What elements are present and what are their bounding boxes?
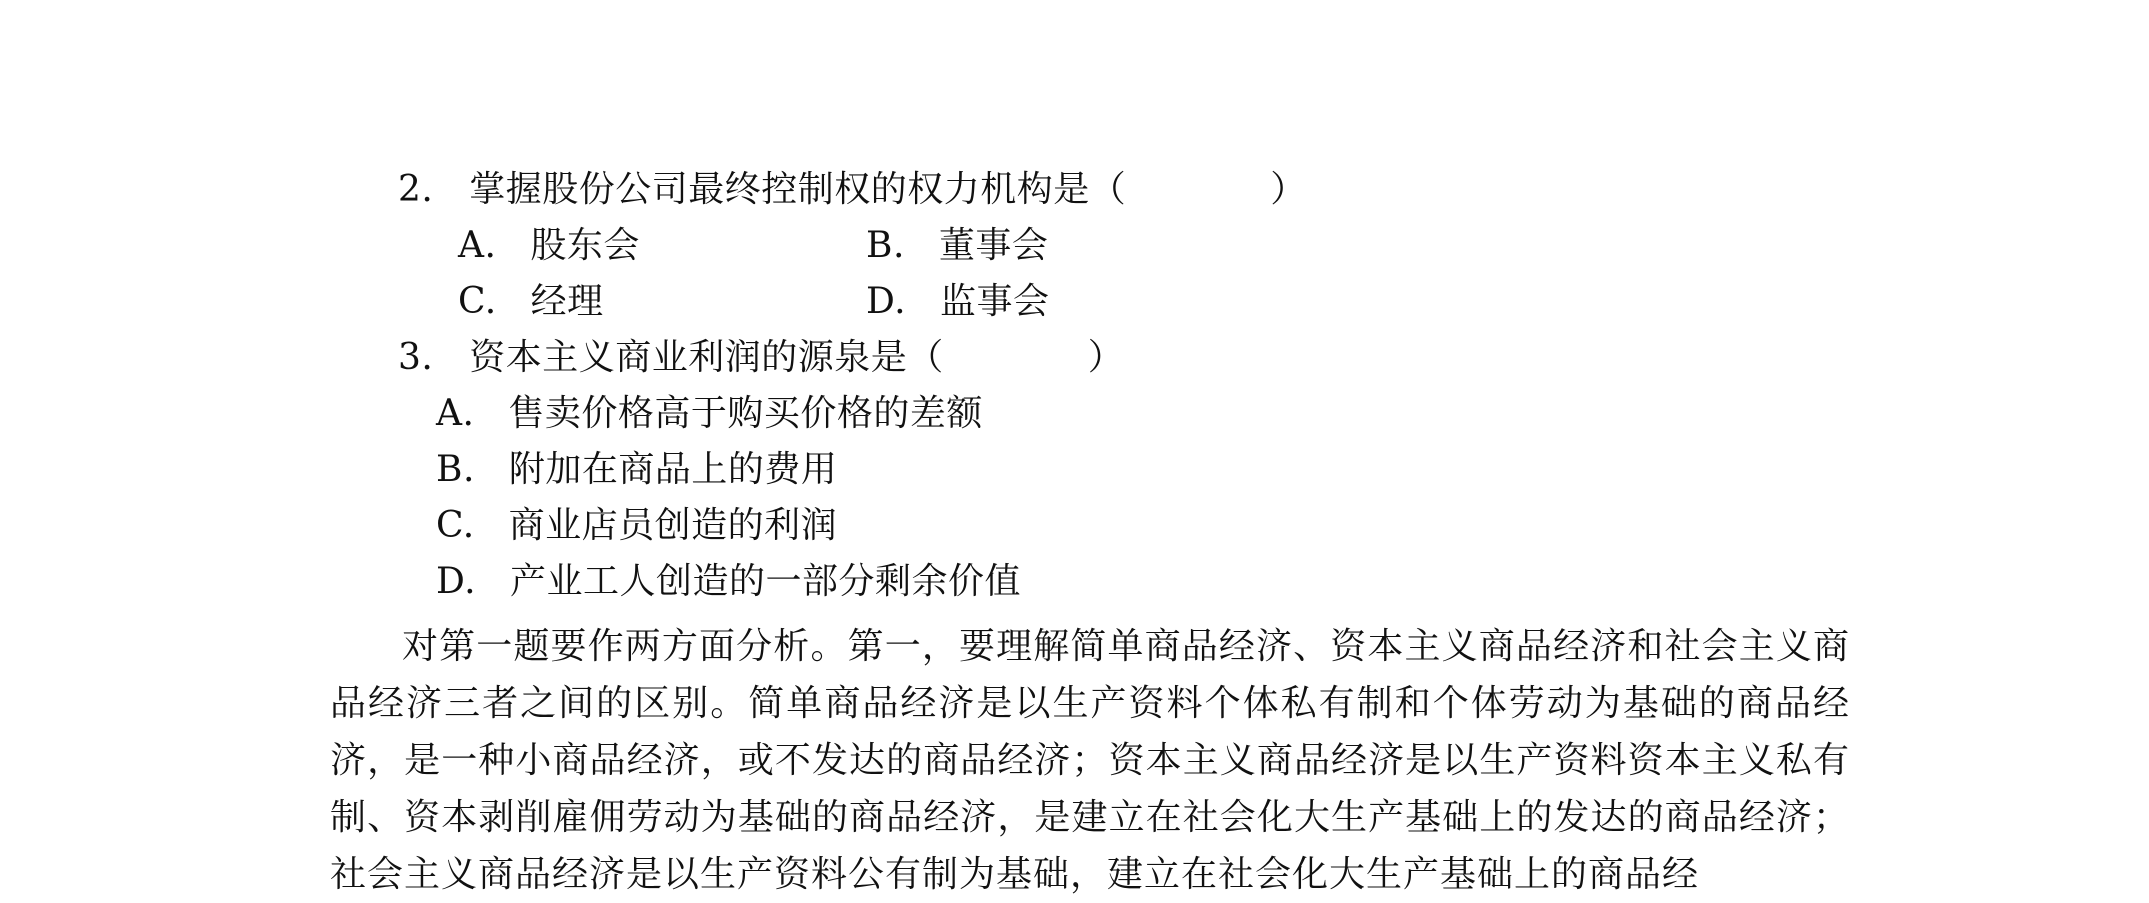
option-text: 产业工人创造的一部分剩余价值 (509, 561, 1021, 602)
question-2-stem (398, 166, 1307, 214)
option-letter: A. (436, 393, 475, 434)
question-3-option-c (436, 502, 837, 550)
option-letter: D. (436, 561, 477, 602)
option-text: 董事会 (938, 225, 1049, 266)
option-letter: A. (458, 225, 497, 266)
option-text: 股东会 (530, 225, 640, 266)
question-2-option-d (866, 278, 1049, 326)
question-3-text: 资本主义商业利润的源泉是（ (469, 337, 944, 378)
question-2-option-b (866, 222, 1048, 270)
question-2-option-a (458, 222, 640, 270)
question-3-stem (398, 334, 1124, 382)
option-text: 附加在商品上的费用 (508, 449, 838, 490)
option-text: 售卖价格高于购买价格的差额 (508, 393, 983, 434)
option-letter: D. (866, 281, 907, 322)
option-letter: C. (458, 281, 497, 322)
question-3-number: 3. (398, 337, 434, 378)
analysis-paragraph: 对第一题要作两方面分析。第一，要理解简单商品经济、资本主义商品经济和社会主义商品经济三者之间的区别。简单商品经济是以生产资料个体私有制和个体劳动为基础的商品经济，是一种小商品经济，或不发达的商品经济；资本主义商品经济是以生产资料资本主义私有制、资本剥削雇佣劳动为基础的商品经济，是建立在社会化大生产基础上的发达的商品经济；社会主义商品经济是以生产资料公有制为基础，建立在社会化大生产基础上的商品经 (330, 626, 1850, 895)
question-3-option-d (436, 558, 1021, 606)
question-2-option-c (458, 278, 604, 326)
option-letter: B. (436, 449, 475, 490)
option-text: 商业店员创造的利润 (508, 505, 838, 546)
option-text: 经理 (530, 281, 604, 322)
option-letter: B. (866, 225, 905, 266)
question-3-option-b (436, 446, 837, 494)
question-2-number: 2. (398, 169, 434, 210)
question-2-text: 掌握股份公司最终控制权的权力机构是（ (469, 169, 1127, 210)
option-letter: C. (436, 505, 475, 546)
question-3-close-paren: ） (1087, 337, 1125, 378)
question-2-close-paren: ） (1270, 169, 1307, 210)
option-text: 监事会 (939, 281, 1050, 322)
question-3-option-a (436, 390, 983, 438)
